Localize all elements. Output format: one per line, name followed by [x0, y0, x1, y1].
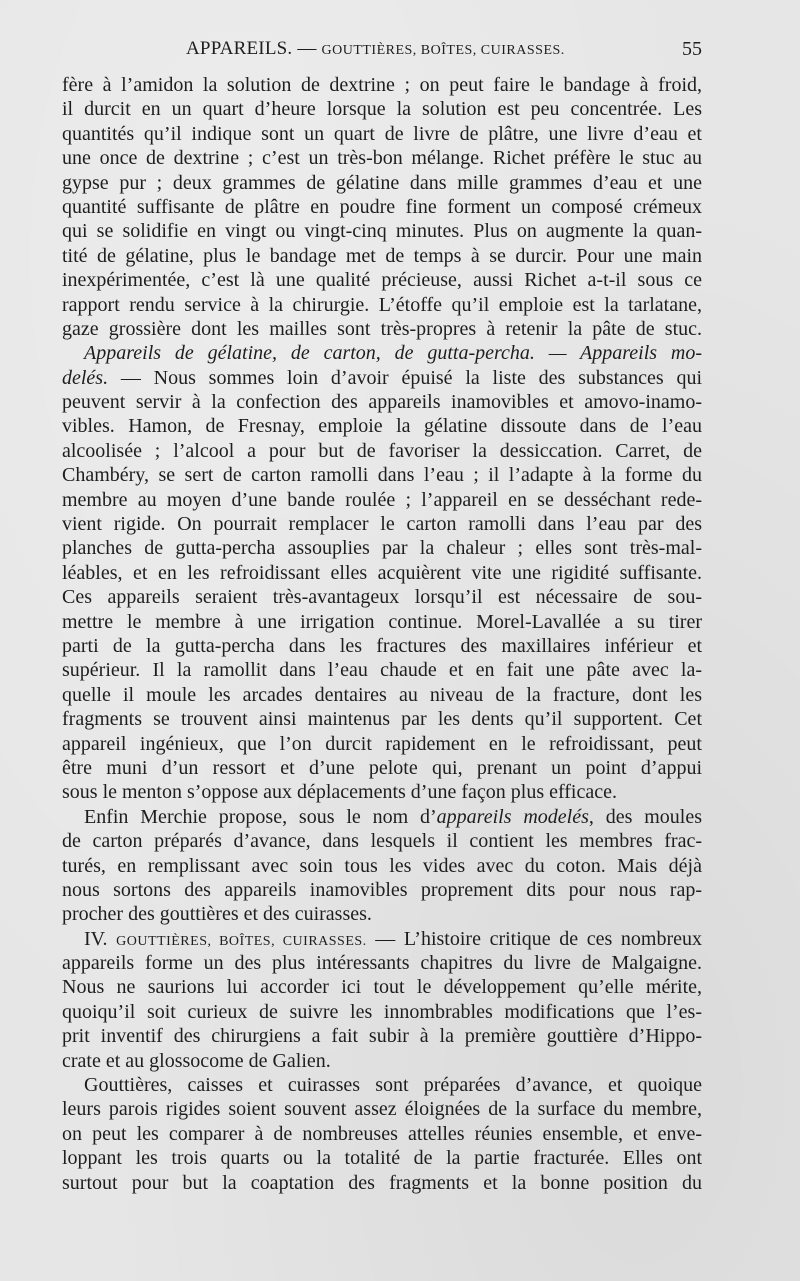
running-title-dash: — [297, 38, 317, 59]
line-text: IV. [84, 927, 117, 950]
text-line [62, 244, 702, 268]
text-line [62, 171, 702, 195]
line-text: nous sortons des appareils inamovibles proprement dits pour nous rap- [62, 878, 702, 901]
text-line [62, 1122, 702, 1146]
text-line [62, 536, 702, 560]
text-line [62, 707, 702, 731]
line-text: qui se solidifie en vingt ou vingt-cinq minutes. Plus on augmente la quan- [62, 220, 702, 243]
line-text: vient rigide. On pourrait remplacer le carton ramolli dans l’eau par des [62, 513, 702, 536]
line-text: peuvent servir à la confection des appareils inamovibles et amovo-inamo- [62, 391, 702, 414]
page-number: 55 [682, 38, 702, 60]
text-line [62, 902, 702, 926]
line-text: de carton préparés d’avance, dans lesquels il contient les membres frac- [62, 830, 702, 853]
text-line [62, 317, 702, 341]
line-text: rapport rendu service à la chirurgie. L’étoffe qu’il emploie est la tarlatane, [62, 293, 702, 316]
text-line [62, 561, 702, 585]
line-text: membre au moyen d’une bande roulée ; l’appareil en se desséchant rede- [62, 488, 702, 511]
text-line [62, 634, 702, 658]
line-text: supérieur. Il la ramollit dans l’eau chaude et en fait une pâte avec la- [62, 659, 702, 682]
text-line [62, 854, 702, 878]
text-line [62, 975, 702, 999]
line-text: inexpérimentée, c’est là une qualité précieuse, aussi Richet a-t-il sous ce [62, 269, 702, 292]
text-line [62, 488, 702, 512]
line-text: leurs parois rigides soient souvent assez éloignées de la surface du membre, [62, 1098, 702, 1121]
text-line [62, 732, 702, 756]
line-text: vibles. Hamon, de Fresnay, emploie la gélatine dissoute dans de l’eau [62, 415, 702, 438]
running-header [62, 38, 702, 66]
line-text: quantité suffisante de plâtre en poudre fine forment un composé crémeux [62, 195, 702, 218]
line-text: procher des gouttières et des cuirasses. [62, 903, 372, 926]
text-line [62, 658, 702, 682]
line-text: surtout pour but la coaptation des fragments et la bonne position du [62, 1171, 702, 1194]
line-text: tité de gélatine, plus le bandage met de temps à se durcir. Pour une main [62, 244, 702, 267]
text-line [62, 951, 702, 975]
text-line [62, 439, 702, 463]
line-text: on peut les comparer à de nombreuses attelles réunies ensemble, et enve- [62, 1122, 702, 1145]
text-line [62, 268, 702, 292]
text-line [62, 1000, 702, 1024]
text-line [62, 1146, 702, 1170]
line-text: fragments se trouvent ainsi maintenus par les dents qu’il supportent. Cet [62, 708, 702, 731]
italic-text: delés. [62, 366, 109, 389]
text-line [62, 585, 702, 609]
italic-text: Appareils de gélatine, de carton, de gutta-percha. — Appareils mo- [84, 342, 702, 365]
text-line [62, 610, 702, 634]
text-line [62, 1097, 702, 1121]
running-title [186, 38, 565, 60]
line-text: Gouttières, caisses et cuirasses sont préparées d’avance, et quoique [84, 1074, 702, 1097]
line-text: planches de gutta-percha assouplies par la chaleur ; elles sont très-mal- [62, 537, 702, 560]
line-text: , des moules [588, 805, 702, 828]
line-text: gypse pur ; deux grammes de gélatine dans mille grammes d’eau et une [62, 171, 702, 194]
small-caps-text: GOUTTIÈRES, BOÎTES, CUIRASSES. [116, 933, 367, 949]
line-text: appareils forme un des plus intéressants chapitres du livre de Malgaigne. [62, 952, 702, 975]
text-line [62, 878, 702, 902]
line-text: gaze grossière dont les mailles sont très-propres à retenir la pâte de stuc. [62, 317, 702, 340]
body-text [62, 73, 702, 1195]
line-text: quelle il moule les arcades dentaires au niveau de la fracture, dont les [62, 683, 702, 706]
line-text: léables, et en les refroidissant elles acquièrent vite une rigidité suffisante. [62, 561, 702, 584]
text-line [62, 512, 702, 536]
line-text: Ces appareils seraient très-avantageux lorsqu’il est nécessaire de sou- [62, 586, 702, 609]
text-line [62, 341, 702, 365]
text-line [62, 683, 702, 707]
line-text: mettre le membre à une irrigation continue. Morel-Lavallée a su tirer [62, 610, 702, 633]
line-text: Chambéry, se sert de carton ramolli dans l’eau ; il l’adapte à la forme du [62, 464, 702, 487]
line-text: — L’histoire critique de ces nombreux [366, 927, 702, 950]
text-line [62, 73, 702, 97]
line-text: sous le menton s’oppose aux déplacements d’une façon plus efficace. [62, 781, 617, 804]
text-line [62, 293, 702, 317]
text-line [62, 414, 702, 438]
line-text: appareil ingénieux, que l’on durcit rapidement en le refroidissant, peut [62, 732, 702, 755]
line-text: prit inventif des chirurgiens a fait subir à la première gouttière d’Hippo- [62, 1025, 702, 1048]
text-line [62, 146, 702, 170]
line-text: Nous ne saurions lui accorder ici tout le développement qu’elle mérite, [62, 976, 702, 999]
text-line [62, 1024, 702, 1048]
line-text: il durcit en un quart d’heure lorsque la solution est peu concentrée. Les [62, 98, 702, 121]
line-text: — Nous sommes loin d’avoir épuisé la liste des substances qui [108, 366, 702, 389]
italic-text: appareils modelés [436, 805, 589, 828]
text-line [62, 390, 702, 414]
line-text: être muni d’un ressort et d’une pelote qui, prenant un point d’appui [62, 756, 702, 779]
text-line [62, 219, 702, 243]
text-line [62, 97, 702, 121]
text-line [62, 463, 702, 487]
running-title-subtitle: GOUTTIÈRES, BOÎTES, CUIRASSES. [321, 43, 565, 58]
text-line [62, 780, 702, 804]
line-text: crate et au glossocome de Galien. [62, 1049, 331, 1072]
line-text: quoiqu’il soit curieux de suivre les innombrables modifications que l’es- [62, 1000, 702, 1023]
line-text: turés, en remplissant avec soin tous les vides avec du coton. Mais déjà [62, 854, 702, 877]
text-line [62, 122, 702, 146]
text-line [62, 195, 702, 219]
line-text: une once de dextrine ; c’est un très-bon mélange. Richet préfère le stuc au [62, 147, 702, 170]
text-line [62, 366, 702, 390]
text-line [62, 927, 702, 951]
running-title-main: APPAREILS. [186, 38, 293, 59]
text-line [62, 1171, 702, 1195]
line-text: parti de la gutta-percha dans les fractures des maxillaires inférieur et [62, 634, 702, 657]
line-text: loppant les trois quarts ou la totalité de la partie fracturée. Elles ont [62, 1147, 702, 1170]
text-line [62, 1049, 702, 1073]
text-line [62, 829, 702, 853]
text-line [62, 805, 702, 829]
text-line [62, 756, 702, 780]
line-text: Enfin Merchie propose, sous le nom d’ [84, 805, 437, 828]
line-text: quantités qu’il indique sont un quart de livre de plâtre, une livre d’eau et [62, 122, 702, 145]
line-text: alcoolisée ; l’alcool a pour but de favoriser la dessiccation. Carret, de [62, 439, 702, 462]
line-text: fère à l’amidon la solution de dextrine ; on peut faire le bandage à froid, [62, 74, 702, 96]
text-line [62, 1073, 702, 1097]
